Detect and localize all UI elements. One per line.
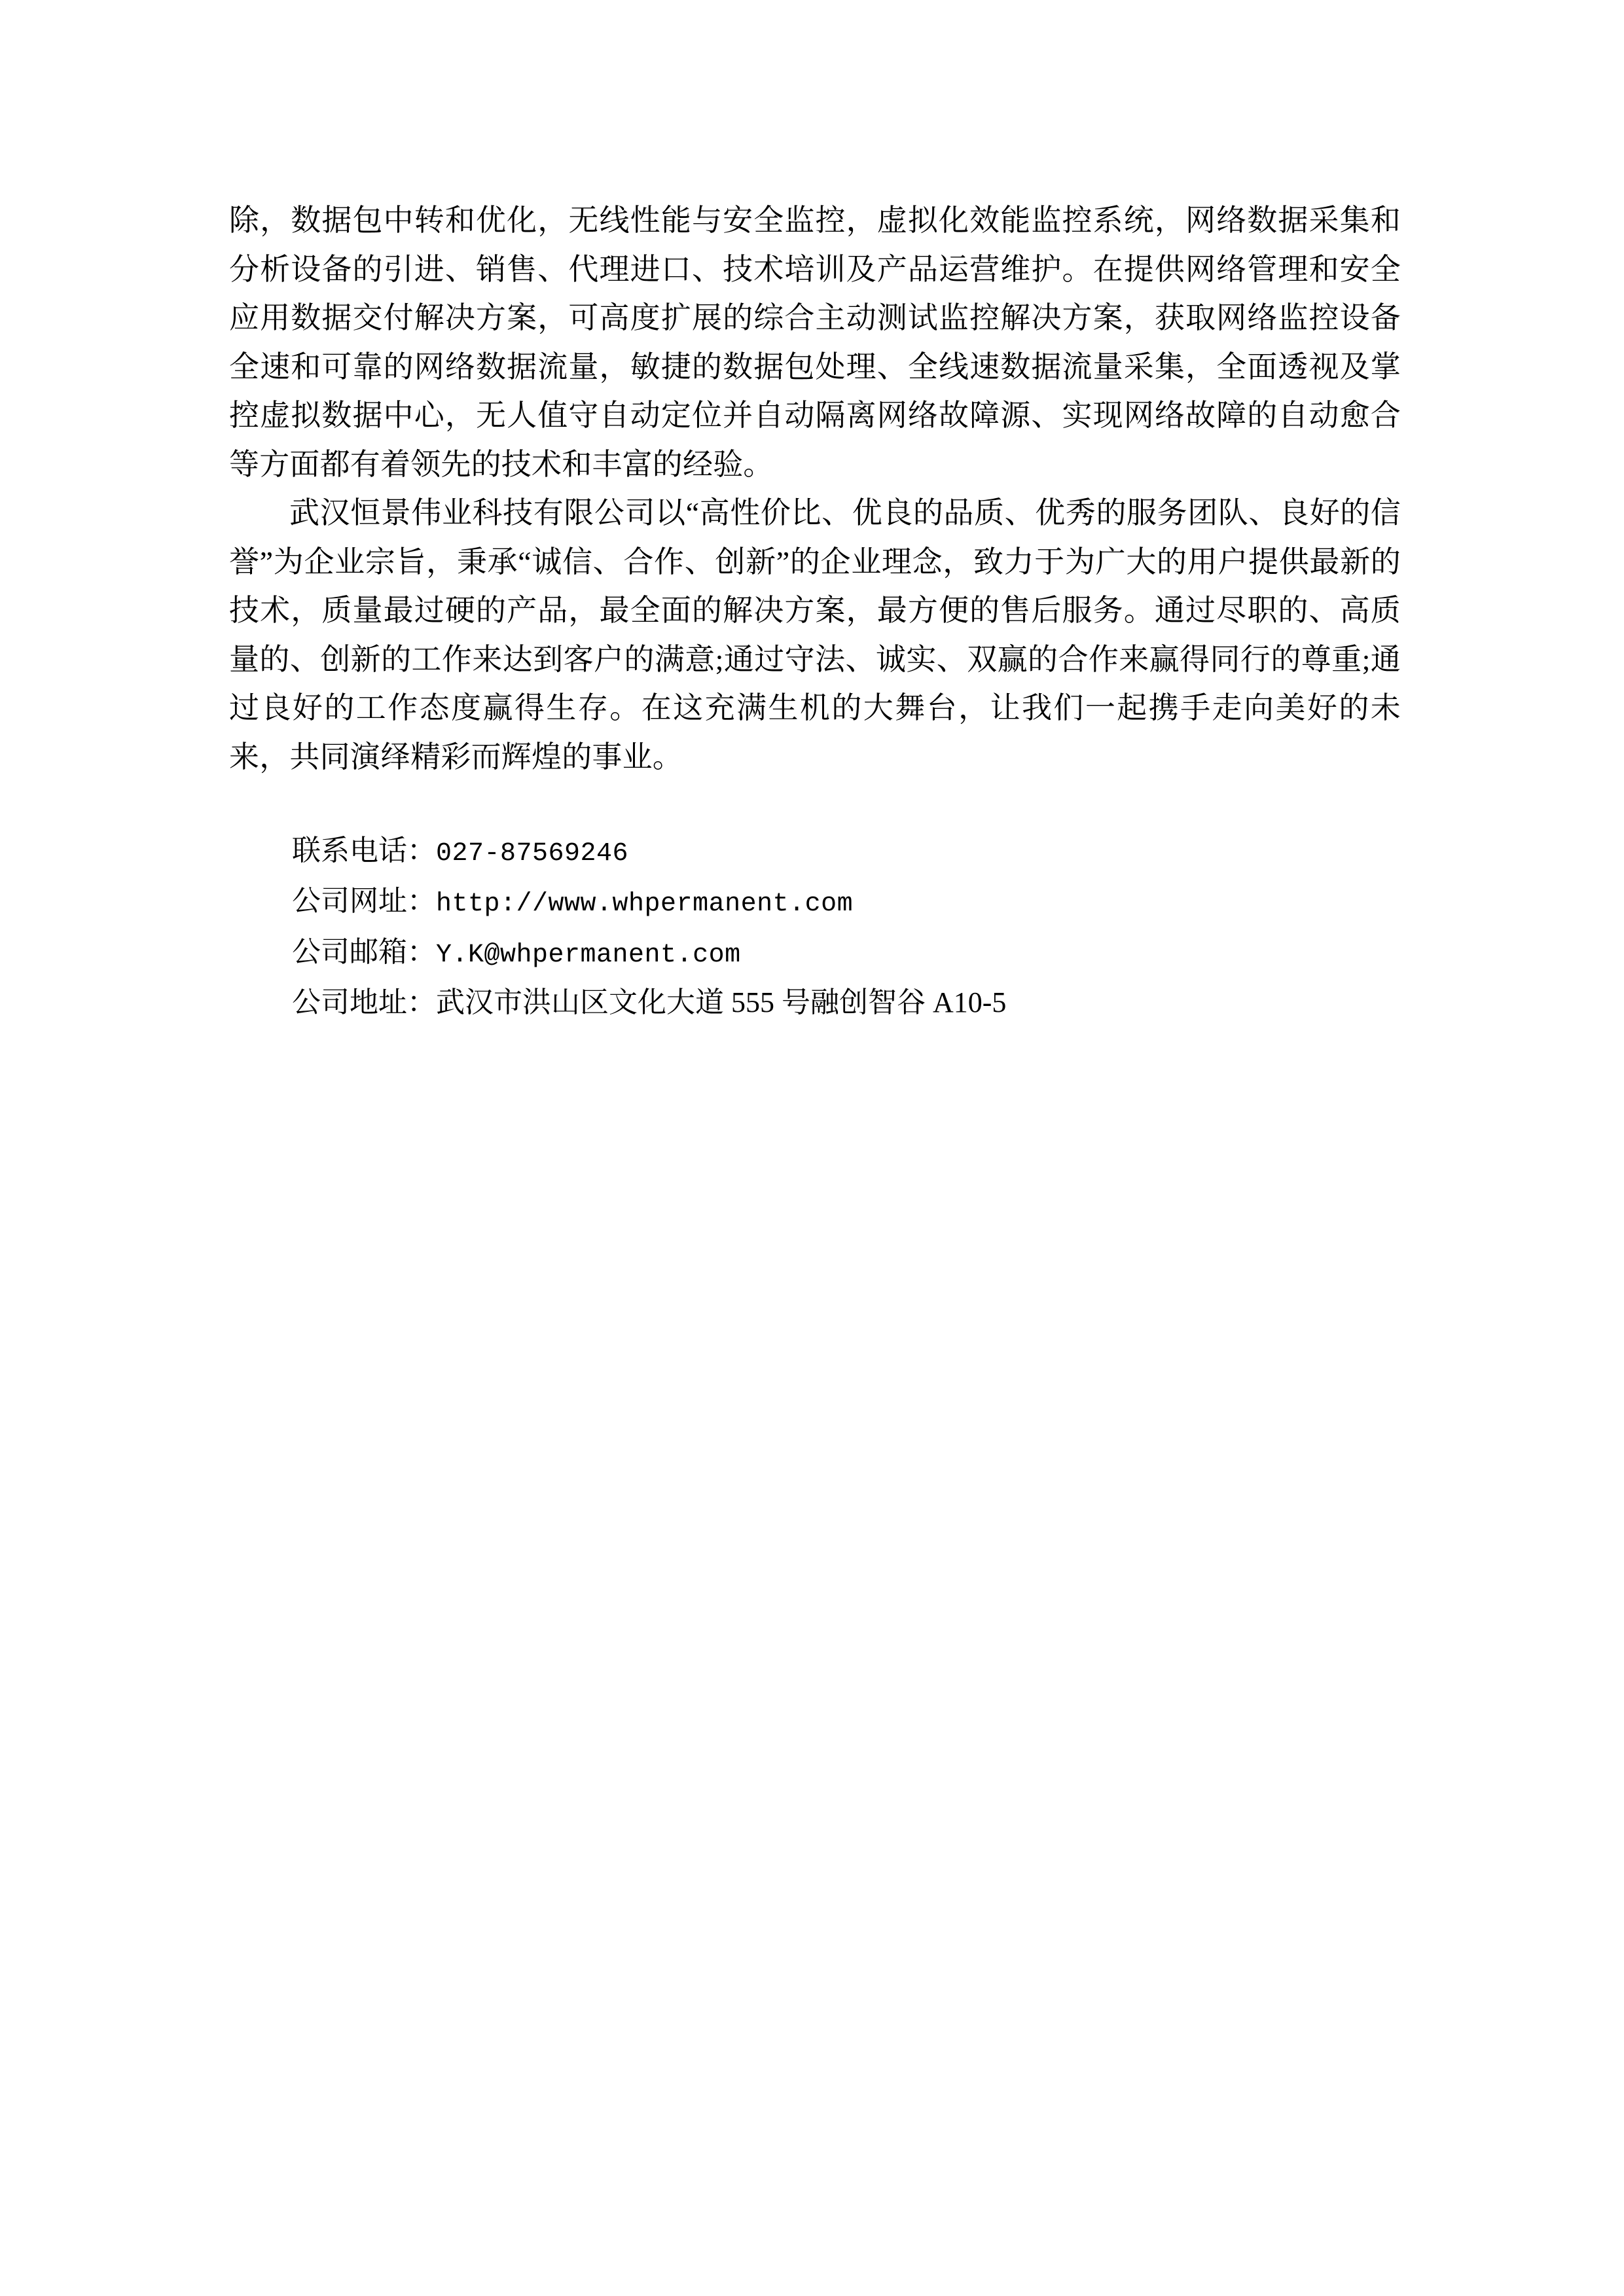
contact-address-line <box>292 978 1401 1028</box>
contact-block <box>229 826 1401 1028</box>
contact-website-line <box>292 876 1401 927</box>
document-body <box>229 196 1401 1028</box>
contact-address-label: 公司地址： <box>292 986 436 1018</box>
contact-phone-label: 联系电话： <box>292 834 436 867</box>
paragraph-company-philosophy: 武汉恒景伟业科技有限公司以“高性价比、优良的品质、优秀的服务团队、良好的信誉”为企业宗旨，秉承“诚信、合作、创新”的企业理念，致力于为广大的用户提供最新的技术，质量最过硬的产品，最全面的解决方案，最方便的售后服务。通过尽职的、高质量的、创新的工作来达到客户的满意;通过守法、诚实、双赢的合作来赢得同行的尊重;通过良好的工作态度赢得生存。在这充满生机的大舞台，让我们一起携手走向美好的未来，共同演绎精彩而辉煌的事业。 <box>229 496 1401 774</box>
contact-website-value[interactable]: http://www.whpermanent.com <box>436 889 854 920</box>
contact-phone-line <box>292 826 1401 876</box>
contact-phone-value: 027-87569246 <box>436 839 629 869</box>
contact-website-label: 公司网址： <box>292 885 436 918</box>
paragraph-business-scope: 除，数据包中转和优化，无线性能与安全监控，虚拟化效能监控系统，网络数据采集和分析设备的引进、销售、代理进口、技术培训及产品运营维护。在提供网络管理和安全应用数据交付解决方案，可高度扩展的综合主动测试监控解决方案，获取网络监控设备全速和可靠的网络数据流量，敏捷的数据包处理、全线速数据流量采集，全面透视及掌控虚拟数据中心，无人值守自动定位并自动隔离网络故障源、实现网络故障的自动愈合等方面都有着领先的技术和丰富的经验。 <box>229 204 1401 481</box>
contact-email-value[interactable]: Y.K@whpermanent.com <box>436 940 741 970</box>
contact-address-value: 武汉市洪山区文化大道 555 号融创智谷 A10-5 <box>436 986 1007 1018</box>
contact-email-line <box>292 927 1401 978</box>
contact-email-label: 公司邮箱： <box>292 935 436 968</box>
